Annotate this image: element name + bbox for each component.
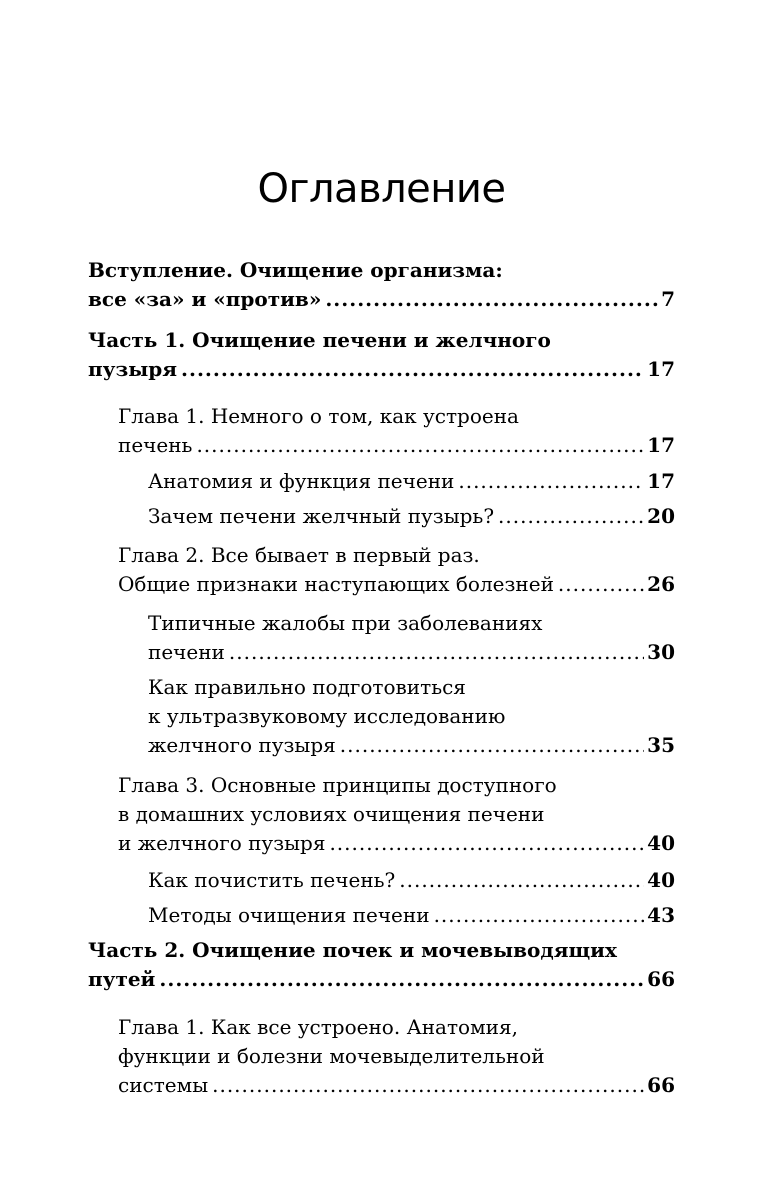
toc-entry-title-line: Глава 1. Как все устроено. Анатомия, — [118, 1015, 518, 1039]
toc-entry-liver-anatomy[interactable] — [148, 467, 675, 496]
dot-leader — [196, 431, 644, 460]
toc-entry-title-line: Часть 1. Очищение печени и желчного — [88, 328, 551, 352]
toc-entry-liver-cleansing-methods[interactable] — [148, 901, 675, 930]
toc-page-number: 17 — [647, 469, 675, 493]
toc-entry-title-line: Как правильно подготовиться — [148, 675, 466, 699]
toc-entry-title-line: системы — [118, 1073, 209, 1097]
toc-entry-title-line: печень — [118, 433, 193, 457]
toc-entry-typical-complaints[interactable] — [148, 609, 675, 667]
toc-entry-title-line: печени — [148, 640, 225, 664]
toc-entry-ultrasound-prep[interactable] — [148, 673, 675, 760]
dot-leader — [558, 570, 644, 599]
toc-entry-title-line: Как почистить печень? — [148, 868, 396, 892]
toc-entry-how-to-clean-liver[interactable] — [148, 866, 675, 895]
toc-entry-title-line: Общие признаки наступающих болезней — [118, 572, 554, 596]
dot-leader — [159, 965, 644, 994]
toc-page-number: 20 — [647, 504, 675, 528]
dot-leader — [340, 731, 644, 760]
dot-leader — [399, 866, 644, 895]
toc-page-number: 40 — [647, 868, 675, 892]
dot-leader — [325, 285, 658, 314]
dot-leader — [498, 502, 644, 531]
toc-entry-title-line: Глава 2. Все бывает в первый раз. — [118, 543, 480, 567]
toc-entry-title-line: пузыря — [88, 357, 178, 381]
toc-page-number: 66 — [647, 967, 675, 991]
dot-leader — [181, 355, 644, 384]
toc-entry-part-1-chapter-1[interactable] — [118, 402, 675, 460]
toc-entry-title-line: Методы очищения печени — [148, 903, 430, 927]
dot-leader — [329, 829, 644, 858]
dot-leader — [434, 901, 645, 930]
toc-entry-part-2[interactable] — [88, 936, 675, 994]
toc-entry-title-line: путей — [88, 967, 156, 991]
toc-entry-title-line: Анатомия и функция печени — [148, 469, 455, 493]
toc-entry-part-1-chapter-2[interactable] — [118, 541, 675, 599]
toc-page-number: 30 — [647, 640, 675, 664]
toc-page-number: 43 — [647, 903, 675, 927]
toc-page-number: 26 — [647, 572, 675, 596]
toc-entry-title-line: к ультразвуковому исследованию — [148, 704, 506, 728]
toc-entry-title-line: функции и болезни мочевыделительной — [118, 1044, 545, 1068]
toc-entry-title-line: Зачем печени желчный пузырь? — [148, 504, 495, 528]
toc-page-number: 17 — [647, 357, 675, 381]
toc-entry-part-2-chapter-1[interactable] — [118, 1013, 675, 1100]
toc-entry-title-line: Глава 3. Основные принципы доступного — [118, 773, 557, 797]
dot-leader — [458, 467, 644, 496]
toc-entry-part-1-chapter-3[interactable] — [118, 771, 675, 858]
dot-leader — [229, 638, 644, 667]
toc-entry-title-line: Вступление. Очищение организма: — [88, 258, 503, 282]
toc-entry-introduction[interactable] — [88, 256, 675, 314]
toc-entry-title-line: желчного пузыря — [148, 733, 336, 757]
toc-page-number: 17 — [647, 433, 675, 457]
toc-page-number: 66 — [647, 1073, 675, 1097]
toc-page-number: 40 — [647, 831, 675, 855]
toc-entry-title-line: Глава 1. Немного о том, как устроена — [118, 404, 519, 428]
toc-page-number: 7 — [661, 287, 675, 311]
toc-entry-gallbladder-purpose[interactable] — [148, 502, 675, 531]
toc-entry-title-line: Часть 2. Очищение почек и мочевыводящих — [88, 938, 617, 962]
toc-entry-title-line: Типичные жалобы при заболеваниях — [148, 611, 543, 635]
toc-entry-title-line: в домашних условиях очищения печени — [118, 802, 545, 826]
toc-entry-title-line: и желчного пузыря — [118, 831, 326, 855]
dot-leader — [212, 1071, 644, 1100]
toc-page-number: 35 — [647, 733, 675, 757]
page-title: Оглавление — [257, 165, 506, 212]
toc-entry-title-line: все «за» и «против» — [88, 287, 322, 311]
toc-entry-part-1[interactable] — [88, 326, 675, 384]
